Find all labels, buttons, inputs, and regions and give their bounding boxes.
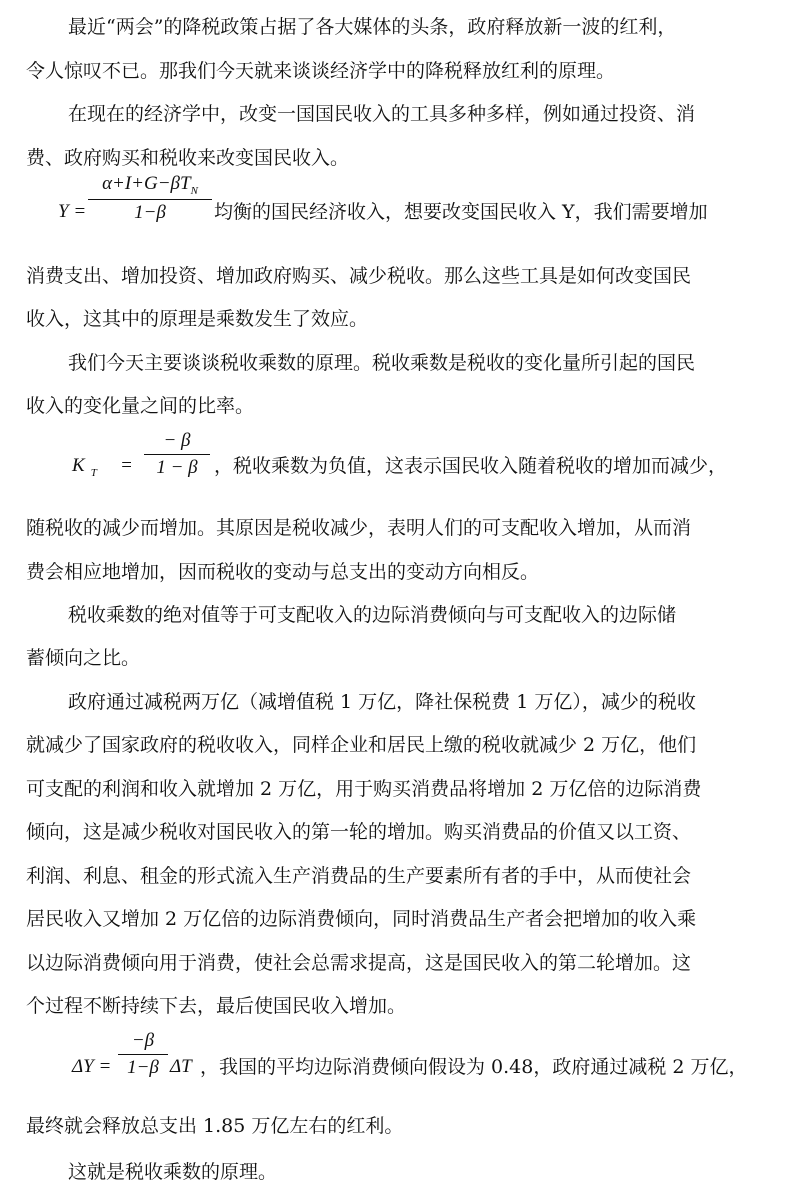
paragraph-2-line-1: 在现在的经济学中，改变一国国民收入的工具多种多样，例如通过投资、消: [68, 103, 696, 125]
paragraph-8-line-1: 最终就会释放总支出 1.85 万亿左右的红利。: [26, 1115, 404, 1137]
equation-3-lhs: ΔY =: [72, 1056, 112, 1077]
equation-3-numerator: −β: [131, 1030, 155, 1051]
equation-1-denominator: 1−β: [134, 201, 166, 223]
equation-2-equals: =: [120, 455, 133, 476]
equation-2-fraction: [144, 430, 210, 479]
paragraph-3-line-1: 消费支出、增加投资、增加政府购买、减少税收。那么这些工具是如何改变国民: [26, 265, 692, 287]
paragraph-7-line-5: 利润、利息、租金的形式流入生产消费品的生产要素所有者的手中，从而使社会: [26, 865, 692, 887]
paragraph-4-line-2: 收入的变化量之间的比率。: [26, 395, 255, 417]
equation-3-text: ，我国的平均边际消费倾向假设为 0.48，政府通过减税 2 万亿，: [200, 1056, 748, 1078]
paragraph-9-line-1: 这就是税收乘数的原理。: [68, 1161, 278, 1183]
paragraph-7-line-2: 就减少了国家政府的税收收入，同样企业和居民上缴的税收就减少 2 万亿，他们: [26, 734, 697, 756]
paragraph-7-line-7: 以边际消费倾向用于消费，使社会总需求提高，这是国民收入的第二轮增加。这: [26, 952, 692, 974]
equation-1-lhs: Y =: [58, 201, 87, 222]
paragraph-7-line-6: 居民收入又增加 2 万亿倍的边际消费倾向，同时消费品生产者会把增加的收入乘: [26, 908, 697, 930]
equation-1-numerator: α+I+G−βT: [102, 173, 191, 194]
paragraph-6-line-2: 蓄倾向之比。: [26, 647, 141, 669]
equation-3-fraction: [118, 1030, 168, 1079]
paragraph-3-line-2: 收入，这其中的原理是乘数发生了效应。: [26, 308, 369, 330]
equation-1-fraction: [88, 173, 212, 224]
paragraph-5-line-2: 费会相应地增加，因而税收的变动与总支出的变动方向相反。: [26, 561, 540, 583]
equation-1-text: 均衡的国民经济收入，想要改变国民收入 Y，我们需要增加: [214, 201, 708, 223]
paragraph-7-line-1: 政府通过减税两万亿（减增值税 1 万亿，降社保税费 1 万亿），减少的税收: [68, 691, 696, 713]
equation-2-lhs: K $_T$: [72, 455, 97, 479]
paragraph-6-line-1: 税收乘数的绝对值等于可支配收入的边际消费倾向与可支配收入的边际储: [68, 604, 677, 626]
equation-3-delta-t: ΔT: [170, 1056, 192, 1077]
paragraph-1-line-2: 令人惊叹不已。那我们今天就来谈谈经济学中的降税释放红利的原理。: [26, 60, 616, 82]
paragraph-2-line-2: 费、政府购买和税收来改变国民收入。: [26, 147, 350, 169]
paragraph-4-line-1: 我们今天主要谈谈税收乘数的原理。税收乘数是税收的变化量所引起的国民: [68, 352, 696, 374]
equation-1-subscript: N: [190, 184, 198, 197]
paragraph-1-line-1: 最近“两会”的降税政策占据了各大媒体的头条，政府释放新一波的红利，: [68, 16, 677, 38]
paragraph-5-line-1: 随税收的减少而增加。其原因是税收减少，表明人们的可支配收入增加，从而消: [26, 517, 692, 539]
equation-2-numerator: − β: [163, 430, 191, 451]
paragraph-7-line-8: 个过程不断持续下去，最后使国民收入增加。: [26, 995, 407, 1017]
equation-3-denominator: 1−β: [127, 1057, 159, 1078]
paragraph-7-line-4: 倾向，这是减少税收对国民收入的第一轮的增加。购买消费品的价值又以工资、: [26, 821, 692, 843]
paragraph-7-line-3: 可支配的利润和收入就增加 2 万亿，用于购买消费品将增加 2 万亿倍的边际消费: [26, 778, 702, 800]
equation-2-denominator: 1 − β: [156, 457, 198, 478]
equation-2-text: ，税收乘数为负值，这表示国民收入随着税收的增加而减少，: [214, 455, 728, 477]
